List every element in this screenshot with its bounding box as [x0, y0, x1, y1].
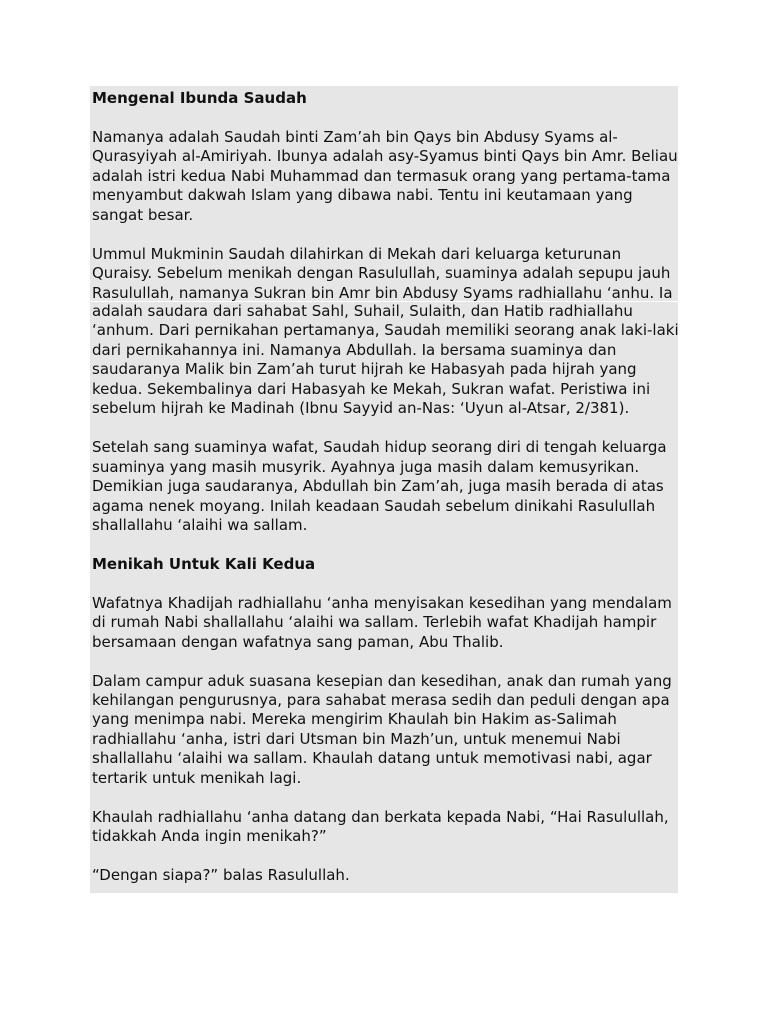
paragraph-2-top	[92, 245, 676, 303]
paragraph-1	[92, 128, 676, 225]
paragraph-2-bottom	[92, 302, 679, 419]
text-line: Qurasyiyah al-Amiriyah. Ibunya adalah asy-Syamus binti Qays bin Amr. Beliau	[92, 147, 678, 166]
paragraph-gap	[92, 652, 676, 671]
text-line: adalah istri kedua Nabi Muhammad dan termasuk orang yang pertama-tama	[92, 166, 671, 185]
text-line: shallallahu ‘alaihi wa sallam.	[92, 515, 308, 534]
text-line: menyambut dakwah Islam yang dibawa nabi. Tentu ini keutamaan yang	[92, 186, 633, 205]
text-line: di rumah Nabi shallallahu ‘alaihi wa sallam. Terlebih wafat Khadijah hampir	[92, 613, 657, 632]
paragraph-gap	[92, 108, 676, 127]
section-heading-menikah: Menikah Untuk Kali Kedua	[92, 554, 316, 573]
paragraph-3	[92, 438, 676, 535]
text-line: Wafatnya Khadijah radhiallahu ‘anha menyisakan kesedihan yang mendalam	[92, 593, 672, 612]
text-line: sebelum hijrah ke Madinah (Ibnu Sayyid an-Nas: ‘Uyun al-Atsar, 2/381).	[92, 399, 630, 418]
text-line: Setelah sang suaminya wafat, Saudah hidup seorang diri di tengah keluarga	[92, 438, 667, 457]
text-line: “Dengan siapa?” balas Rasulullah.	[92, 866, 350, 885]
text-line: bersamaan dengan wafatnya sang paman, Abu Thalib.	[92, 632, 504, 651]
text-line: kehilangan pengurusnya, para sahabat merasa sedih dan peduli dengan apa	[92, 691, 670, 709]
text-line: saudaranya Malik bin Zam’ah turut hijrah ke Habasyah pada hijrah yang	[92, 360, 637, 379]
paragraph-gap	[92, 788, 676, 807]
text-line: dari pernikahannya ini. Namanya Abdullah. Ia bersama suaminya dan	[92, 340, 617, 359]
paragraph-5	[92, 672, 676, 789]
paragraph-gap	[92, 847, 676, 866]
text-line: Namanya adalah Saudah binti Zam’ah bin Qays bin Abdusy Syams al-	[92, 127, 618, 146]
text-line: yang menimpa nabi. Mereka mengirim Khaulah bin Hakim as-Salimah	[92, 710, 617, 729]
text-block-bottom	[90, 302, 678, 893]
paragraph-gap	[92, 535, 676, 554]
text-line: tidakkah Anda ingin menikah?”	[92, 827, 327, 846]
text-line: Dalam campur aduk suasana kesepian dan kesedihan, anak dan rumah yang	[92, 671, 672, 690]
paragraph-7	[92, 866, 676, 885]
text-line: agama nenek moyang. Inilah keadaan Saudah sebelum dinikahi Rasulullah	[92, 496, 656, 515]
text-line: radhiallahu ‘anha, istri dari Utsman bin Mazh’un, untuk menemui Nabi	[92, 729, 621, 748]
text-line: Khaulah radhiallahu ‘anha datang dan berkata kepada Nabi, “Hai Rasulullah,	[92, 807, 669, 826]
paragraph-gap	[92, 574, 676, 593]
paragraph-6	[92, 808, 676, 847]
text-line: Rasulullah, namanya Sukran bin Amr bin Abdusy Syams radhiallahu ‘anhu. Ia	[92, 283, 673, 302]
text-line: ‘anhum. Dari pernikahan pertamanya, Saudah memiliki seorang anak laki-laki	[92, 321, 679, 340]
text-line: tertarik untuk menikah lagi.	[92, 768, 302, 787]
paragraph-gap	[92, 225, 676, 244]
text-line: shallallahu ‘alaihi wa sallam. Khaulah datang untuk memotivasi nabi, agar	[92, 749, 652, 768]
text-line: Quraisy. Sebelum menikah dengan Rasulullah, suaminya adalah sepupu jauh	[92, 264, 671, 283]
text-line: kedua. Sekembalinya dari Habasyah ke Mekah, Sukran wafat. Peristiwa ini	[92, 379, 651, 398]
text-line: sangat besar.	[92, 205, 194, 224]
paragraph-gap	[92, 419, 676, 438]
text-line: Ummul Mukminin Saudah dilahirkan di Mekah dari keluarga keturunan	[92, 244, 622, 263]
text-line: Demikian juga saudaranya, Abdullah bin Zam’ah, juga masih berada di atas	[92, 477, 664, 496]
section-heading-mengenal: Mengenal Ibunda Saudah	[92, 89, 307, 107]
text-line: adalah saudara dari sahabat Sahl, Suhail, Sulaith, dan Hatib radhiallahu	[92, 302, 633, 320]
paragraph-4	[92, 594, 676, 652]
text-line: suaminya yang masih musyrik. Ayahnya juga masih dalam kemusyrikan.	[92, 457, 640, 476]
text-block-top	[90, 86, 678, 301]
